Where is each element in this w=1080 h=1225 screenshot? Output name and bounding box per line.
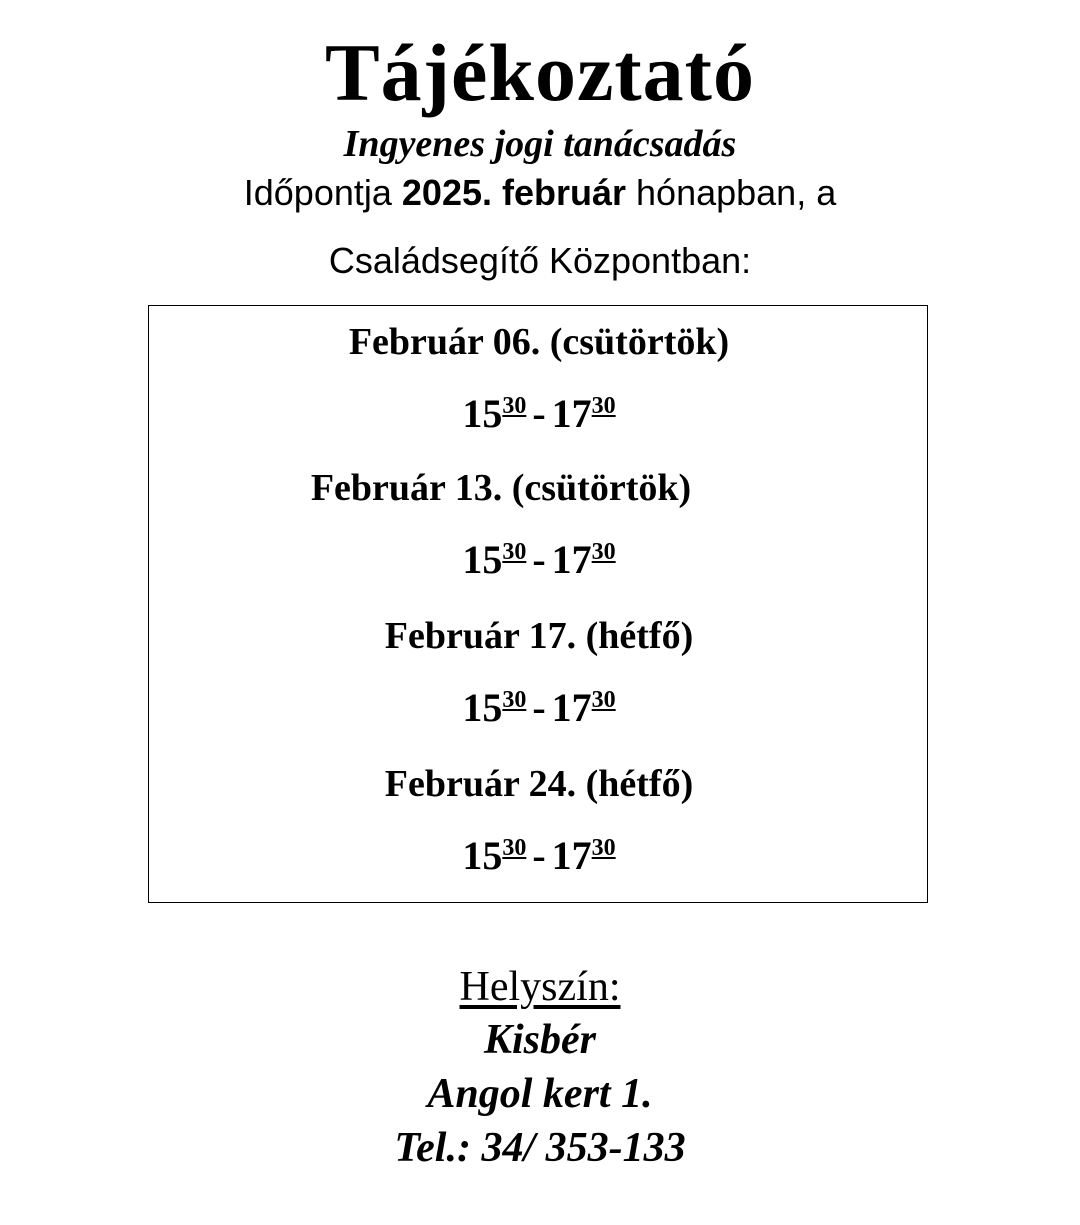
end-minute: 30 <box>591 835 616 861</box>
location-phone: Tel.: 34/ 353-133 <box>394 1125 686 1171</box>
location-label: Helyszín: <box>459 964 621 1010</box>
page-title: Tájékoztató <box>324 27 755 118</box>
end-hour: 17 <box>551 833 592 878</box>
location-city: Kisbér <box>483 1017 596 1063</box>
time-separator: - <box>532 391 546 436</box>
location-street: Angol kert 1. <box>427 1071 653 1117</box>
schedule-box <box>148 305 928 903</box>
start-hour: 15 <box>462 833 503 878</box>
schedule-date: Február 17. (hétfő) <box>384 615 694 657</box>
intro-line <box>0 172 1080 214</box>
subtitle: Ingyenes jogi tanácsadás <box>343 123 737 165</box>
schedule-date: Február 13. (csütörtök) <box>310 467 692 509</box>
end-hour: 17 <box>551 391 592 436</box>
intro-suffix: hónapban, a <box>626 172 837 213</box>
start-hour: 15 <box>462 685 503 730</box>
schedule-date: Február 24. (hétfő) <box>384 763 694 805</box>
end-hour: 17 <box>551 685 592 730</box>
schedule-date: Február 06. (csütörtök) <box>348 321 730 363</box>
start-hour: 15 <box>462 391 503 436</box>
intro-prefix: Időpontja <box>243 172 402 213</box>
start-minute: 30 <box>502 539 527 565</box>
time-separator: - <box>532 685 546 730</box>
time-separator: - <box>532 833 546 878</box>
time-separator: - <box>532 537 546 582</box>
start-minute: 30 <box>502 687 527 713</box>
start-minute: 30 <box>502 393 527 419</box>
schedule-time <box>149 834 929 878</box>
intro-month: 2025. február <box>401 172 627 213</box>
schedule-time <box>149 392 929 436</box>
schedule-time <box>149 538 929 582</box>
start-minute: 30 <box>502 835 527 861</box>
schedule-time <box>149 686 929 730</box>
end-minute: 30 <box>591 393 616 419</box>
start-hour: 15 <box>462 537 503 582</box>
end-minute: 30 <box>591 539 616 565</box>
end-hour: 17 <box>551 537 592 582</box>
end-minute: 30 <box>591 687 616 713</box>
intro-location-line: Családsegítő Központban: <box>328 240 752 281</box>
